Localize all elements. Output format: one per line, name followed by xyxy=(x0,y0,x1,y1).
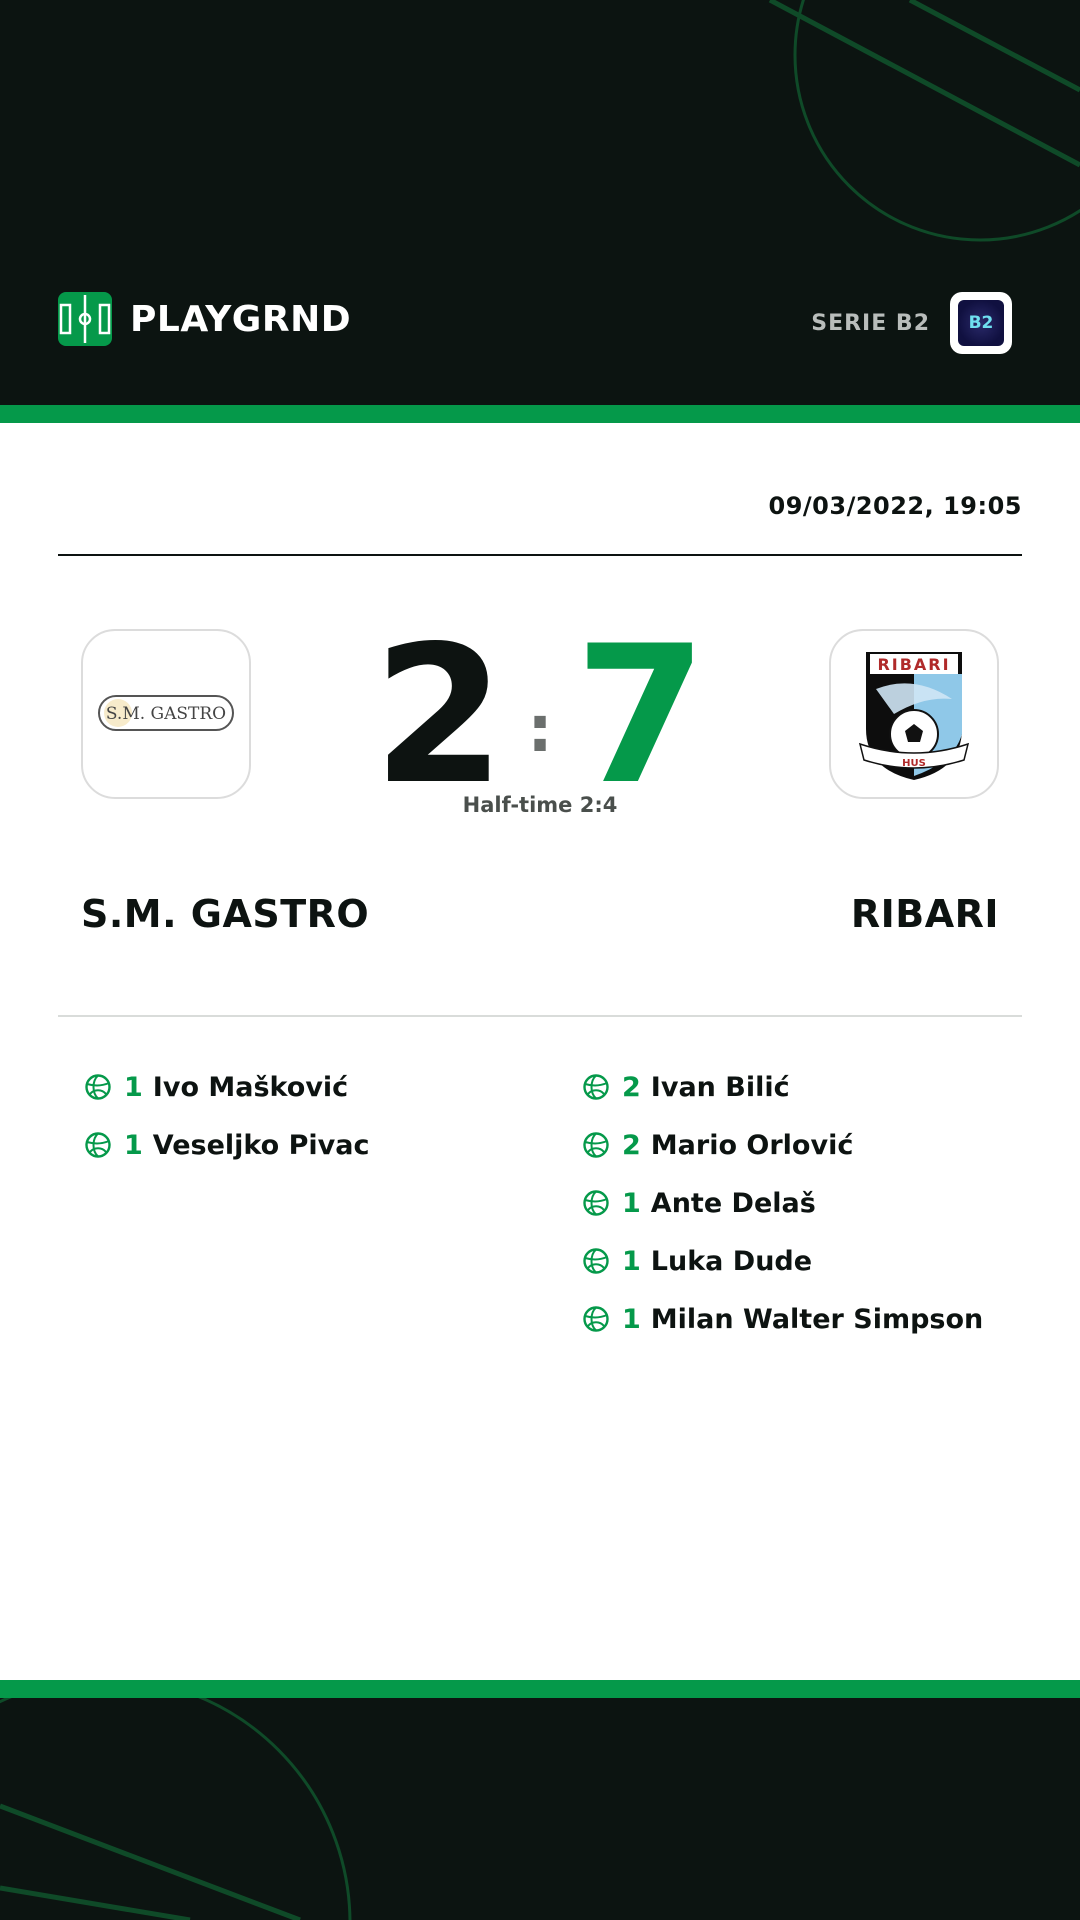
league-logo-text: B2 xyxy=(968,313,994,333)
ball-icon xyxy=(582,1247,610,1275)
footer-band xyxy=(0,1698,1080,1920)
divider xyxy=(58,554,1022,556)
home-score: 2 xyxy=(373,605,506,826)
header-accent-line xyxy=(0,405,1080,423)
footer-accent-line xyxy=(0,1680,1080,1698)
score-separator: : xyxy=(527,693,553,767)
player-name: Luka Dude xyxy=(650,1245,813,1277)
scorer-item xyxy=(84,1068,369,1106)
ball-icon xyxy=(84,1073,112,1101)
pitch-lines-decoration xyxy=(0,1698,1080,1920)
goal-count: 1 xyxy=(622,1245,641,1277)
header-band xyxy=(0,0,1080,405)
halftime-score: Half-time 2:4 xyxy=(462,793,618,817)
ball-icon xyxy=(582,1073,610,1101)
goal-count: 1 xyxy=(124,1129,143,1161)
player-name: Mario Orlović xyxy=(650,1129,854,1161)
goal-count: 1 xyxy=(622,1187,641,1219)
home-logo-text: S.M. GASTRO xyxy=(105,704,227,724)
goal-count: 2 xyxy=(622,1071,641,1103)
away-logo-subtext: HUS xyxy=(902,758,926,769)
home-team-name: S.M. GASTRO xyxy=(81,892,370,936)
goal-count: 1 xyxy=(124,1071,143,1103)
brand-name: PLAYGRND xyxy=(130,298,352,340)
away-score: 7 xyxy=(574,605,707,826)
divider xyxy=(58,1015,1022,1017)
scorer-item xyxy=(582,1300,983,1338)
scorer-item xyxy=(84,1126,369,1164)
match-datetime: 09/03/2022, 19:05 xyxy=(768,492,1022,520)
away-team-logo[interactable] xyxy=(829,629,999,799)
ball-icon xyxy=(84,1131,112,1159)
goal-count: 2 xyxy=(622,1129,641,1161)
player-name: Veseljko Pivac xyxy=(152,1129,370,1161)
ribari-crest xyxy=(854,644,974,784)
goal-count: 1 xyxy=(622,1303,641,1335)
player-name: Ivo Mašković xyxy=(152,1071,349,1103)
league-logo xyxy=(950,292,1012,354)
scorer-item xyxy=(582,1242,983,1280)
ball-icon xyxy=(582,1131,610,1159)
scorer-item xyxy=(582,1126,983,1164)
pitch-icon xyxy=(58,292,112,346)
home-scorers-list xyxy=(84,1068,369,1184)
brand[interactable] xyxy=(58,292,351,346)
league[interactable] xyxy=(811,292,1012,354)
scorer-item xyxy=(582,1184,983,1222)
away-team-name: RIBARI xyxy=(850,892,999,936)
scorer-item xyxy=(582,1068,983,1106)
ball-icon xyxy=(582,1305,610,1333)
player-name: Milan Walter Simpson xyxy=(650,1303,984,1335)
ball-icon xyxy=(582,1189,610,1217)
league-name: SERIE B2 xyxy=(811,310,930,336)
away-logo-text: RIBARI xyxy=(877,655,951,674)
away-scorers-list xyxy=(582,1068,983,1358)
player-name: Ivan Bilić xyxy=(650,1071,790,1103)
player-name: Ante Delaš xyxy=(650,1187,816,1219)
